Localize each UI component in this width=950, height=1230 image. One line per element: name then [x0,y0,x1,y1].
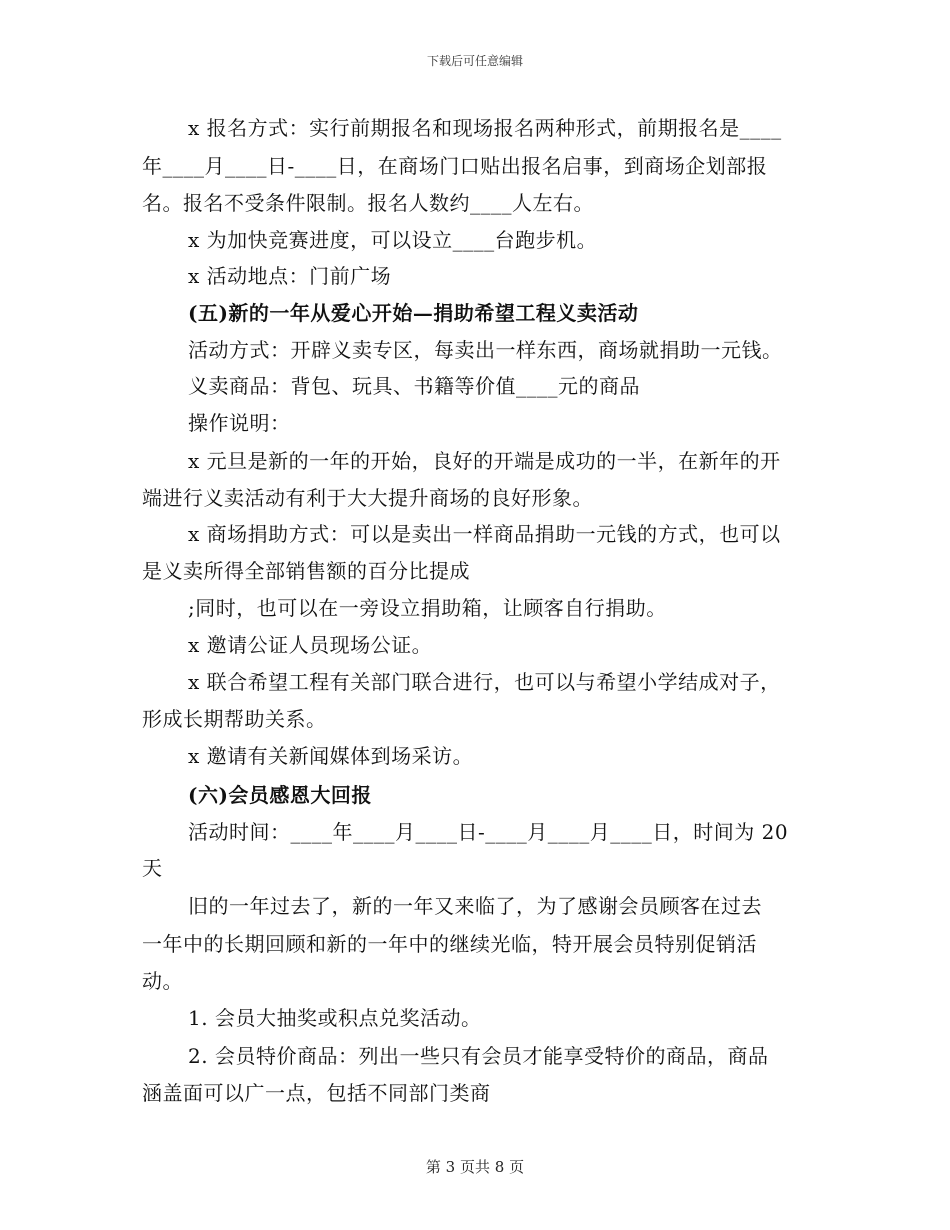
text-line: 旧的一年过去了，新的一年又来临了，为了感谢会员顾客在过去 [188,894,762,918]
text-line: x 为加快竞赛进度，可以设立____台跑步机。 [188,228,598,252]
text-line: x 活动地点：门前广场 [188,264,392,288]
section-heading: (六)会员感恩大回报 [188,783,372,807]
text-line: 活动时间：____年____月____日-____月____月____日，时间为 20 [188,820,789,844]
text-line: 义卖商品：背包、玩具、书籍等价值____元的商品 [188,374,640,398]
text-line: 涵盖面可以广一点，包括不同部门类商 [142,1081,491,1105]
text-line: x 元旦是新的一年的开始，良好的开端是成功的一半，在新年的开 [188,449,781,473]
text-line: 操作说明： [188,411,291,435]
text-line: x 邀请有关新闻媒体到场采访。 [188,744,474,768]
text-line: x 邀请公证人员现场公证。 [188,633,433,657]
numbered-item: 1. 会员大抽奖或积点兑奖活动。 [188,1006,482,1030]
page-header: 下载后可任意编辑 [426,54,523,68]
text-line: 是义卖所得全部销售额的百分比提成 [142,559,470,583]
numbered-item: 2. 会员特价商品：列出一些只有会员才能享受特价的商品，商品 [188,1044,769,1068]
text-line: 端进行义卖活动有利于大大提升商场的良好形象。 [142,486,593,510]
text-line: 名。报名不受条件限制。报名人数约____人左右。 [142,191,594,215]
text-line: 形成长期帮助关系。 [142,707,327,731]
text-line: 天 [142,856,163,880]
text-line: x 商场捐助方式：可以是卖出一样商品捐助一元钱的方式，也可以 [188,522,781,546]
text-line: ;同时，也可以在一旁设立捐助箱，让顾客自行捐助。 [188,596,667,620]
section-heading: (五)新的一年从爱心开始—捐助希望工程义卖活动 [188,301,639,325]
page-footer: 第 3 页共 8 页 [425,1158,525,1176]
text-line: x 联合希望工程有关部门联合进行，也可以与希望小学结成对子， [188,670,781,694]
text-line: x 报名方式：实行前期报名和现场报名两种形式，前期报名是____ [188,116,782,140]
text-line: 年____月____日-____日，在商场门口贴出报名启事，到商场企划部报 [142,154,768,178]
text-line: 活动方式：开辟义卖专区，每卖出一样东西，商场就捐助一元钱。 [188,338,783,362]
text-line: 一年中的长期回顾和新的一年中的继续光临，特开展会员特别促销活 [142,932,757,956]
text-line: 动。 [142,969,183,993]
